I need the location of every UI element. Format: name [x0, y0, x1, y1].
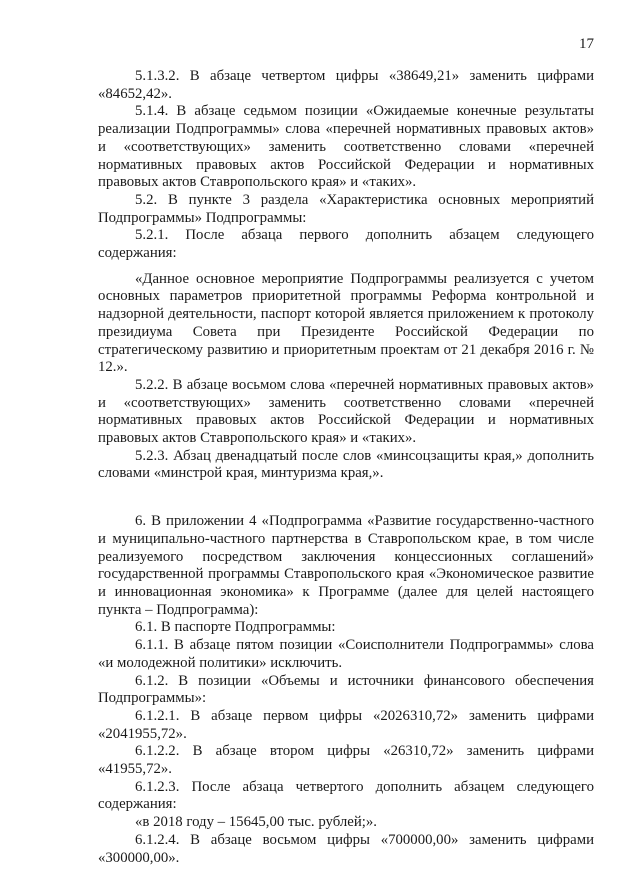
paragraph-6-1-2-1: 6.1.2.1. В абзаце первом цифры «2026310,72» заменить цифрами «2041955,72». [98, 707, 594, 742]
document-body [98, 68, 594, 867]
paragraph-5-2: 5.2. В пункте 3 раздела «Характеристика основных мероприятий Подпрограммы» Подпрограммы: [98, 191, 594, 226]
paragraph-6-1-2-2: 6.1.2.2. В абзаце втором цифры «26310,72» заменить цифрами «41955,72». [98, 743, 594, 778]
quoted-insertion: «Данное основное мероприятие Подпрограммы реализуется с учетом основных параметров приоритетной программы Реформа контрольной и надзорной деятельности, паспорт которой является приложением к протоколу президиума Совета при Президенте Российской Федерации по стратегическому развитию и приоритетным проектам от 21 декабря 2016 г. № 12.». [98, 270, 594, 376]
paragraph-5-1-3-2: 5.1.3.2. В абзаце четвертом цифры «38649,21» заменить цифрами «84652,42». [98, 68, 594, 102]
spacer [98, 263, 594, 271]
paragraph-5-2-2: 5.2.2. В абзаце восьмом слова «перечней нормативных правовых актов» и «соответствующих» заменить соответственно словами «перечней нормативных правовых актов Российской Федерации и нормативных правовых актов Ставропольского края» и «таких». [98, 376, 594, 447]
paragraph-6-1-2: 6.1.2. В позиции «Объемы и источники финансового обеспечения Подпрограммы»: [98, 672, 594, 707]
paragraph-5-1-4: 5.1.4. В абзаце седьмом позиции «Ожидаемые конечные результаты реализации Подпрограммы» слова «перечней нормативных правовых актов» и «соответствующих» заменить соответственно словами «перечней нормативных правовых актов Российской Федерации и нормативных правовых актов Ставропольского края» и «таких». [98, 103, 594, 191]
paragraph-5-2-1: 5.2.1. После абзаца первого дополнить абзацем следующего содержания: [98, 227, 594, 262]
paragraph-6-1-2-4: 6.1.2.4. В абзаце восьмом цифры «700000,00» заменить цифрами «300000,00». [98, 831, 594, 866]
paragraph-6-1-1: 6.1.1. В абзаце пятом позиции «Соисполнители Подпрограммы» слова «и молодежной политики» исключить. [98, 637, 594, 671]
paragraph-6-1: 6.1. В паспорте Подпрограммы: [135, 619, 336, 636]
paragraph-5-2-3: 5.2.3. Абзац двенадцатый после слов «минсоцзащиты края,» дополнить словами «минстрой края, минтуризма края,». [98, 447, 594, 482]
page-number: 17 [579, 36, 594, 52]
spacer [98, 483, 594, 513]
paragraph-6-1-2-3: 6.1.2.3. После абзаца четвертого дополнить абзацем следующего содержания: [98, 778, 594, 813]
quoted-insertion-2018: «в 2018 году – 15645,00 тыс. рублей;». [135, 814, 377, 831]
paragraph-6: 6. В приложении 4 «Подпрограмма «Развитие государственно-частного и муниципально-частного партнерства в Ставропольском крае, в том числе реализуемого посредством заключения концессионных соглашений» государственной программы Ставропольского края «Экономическое развитие и инновационная экономика» к Программе (далее для целей настоящего пункта – Подпрограмма): [98, 513, 594, 618]
